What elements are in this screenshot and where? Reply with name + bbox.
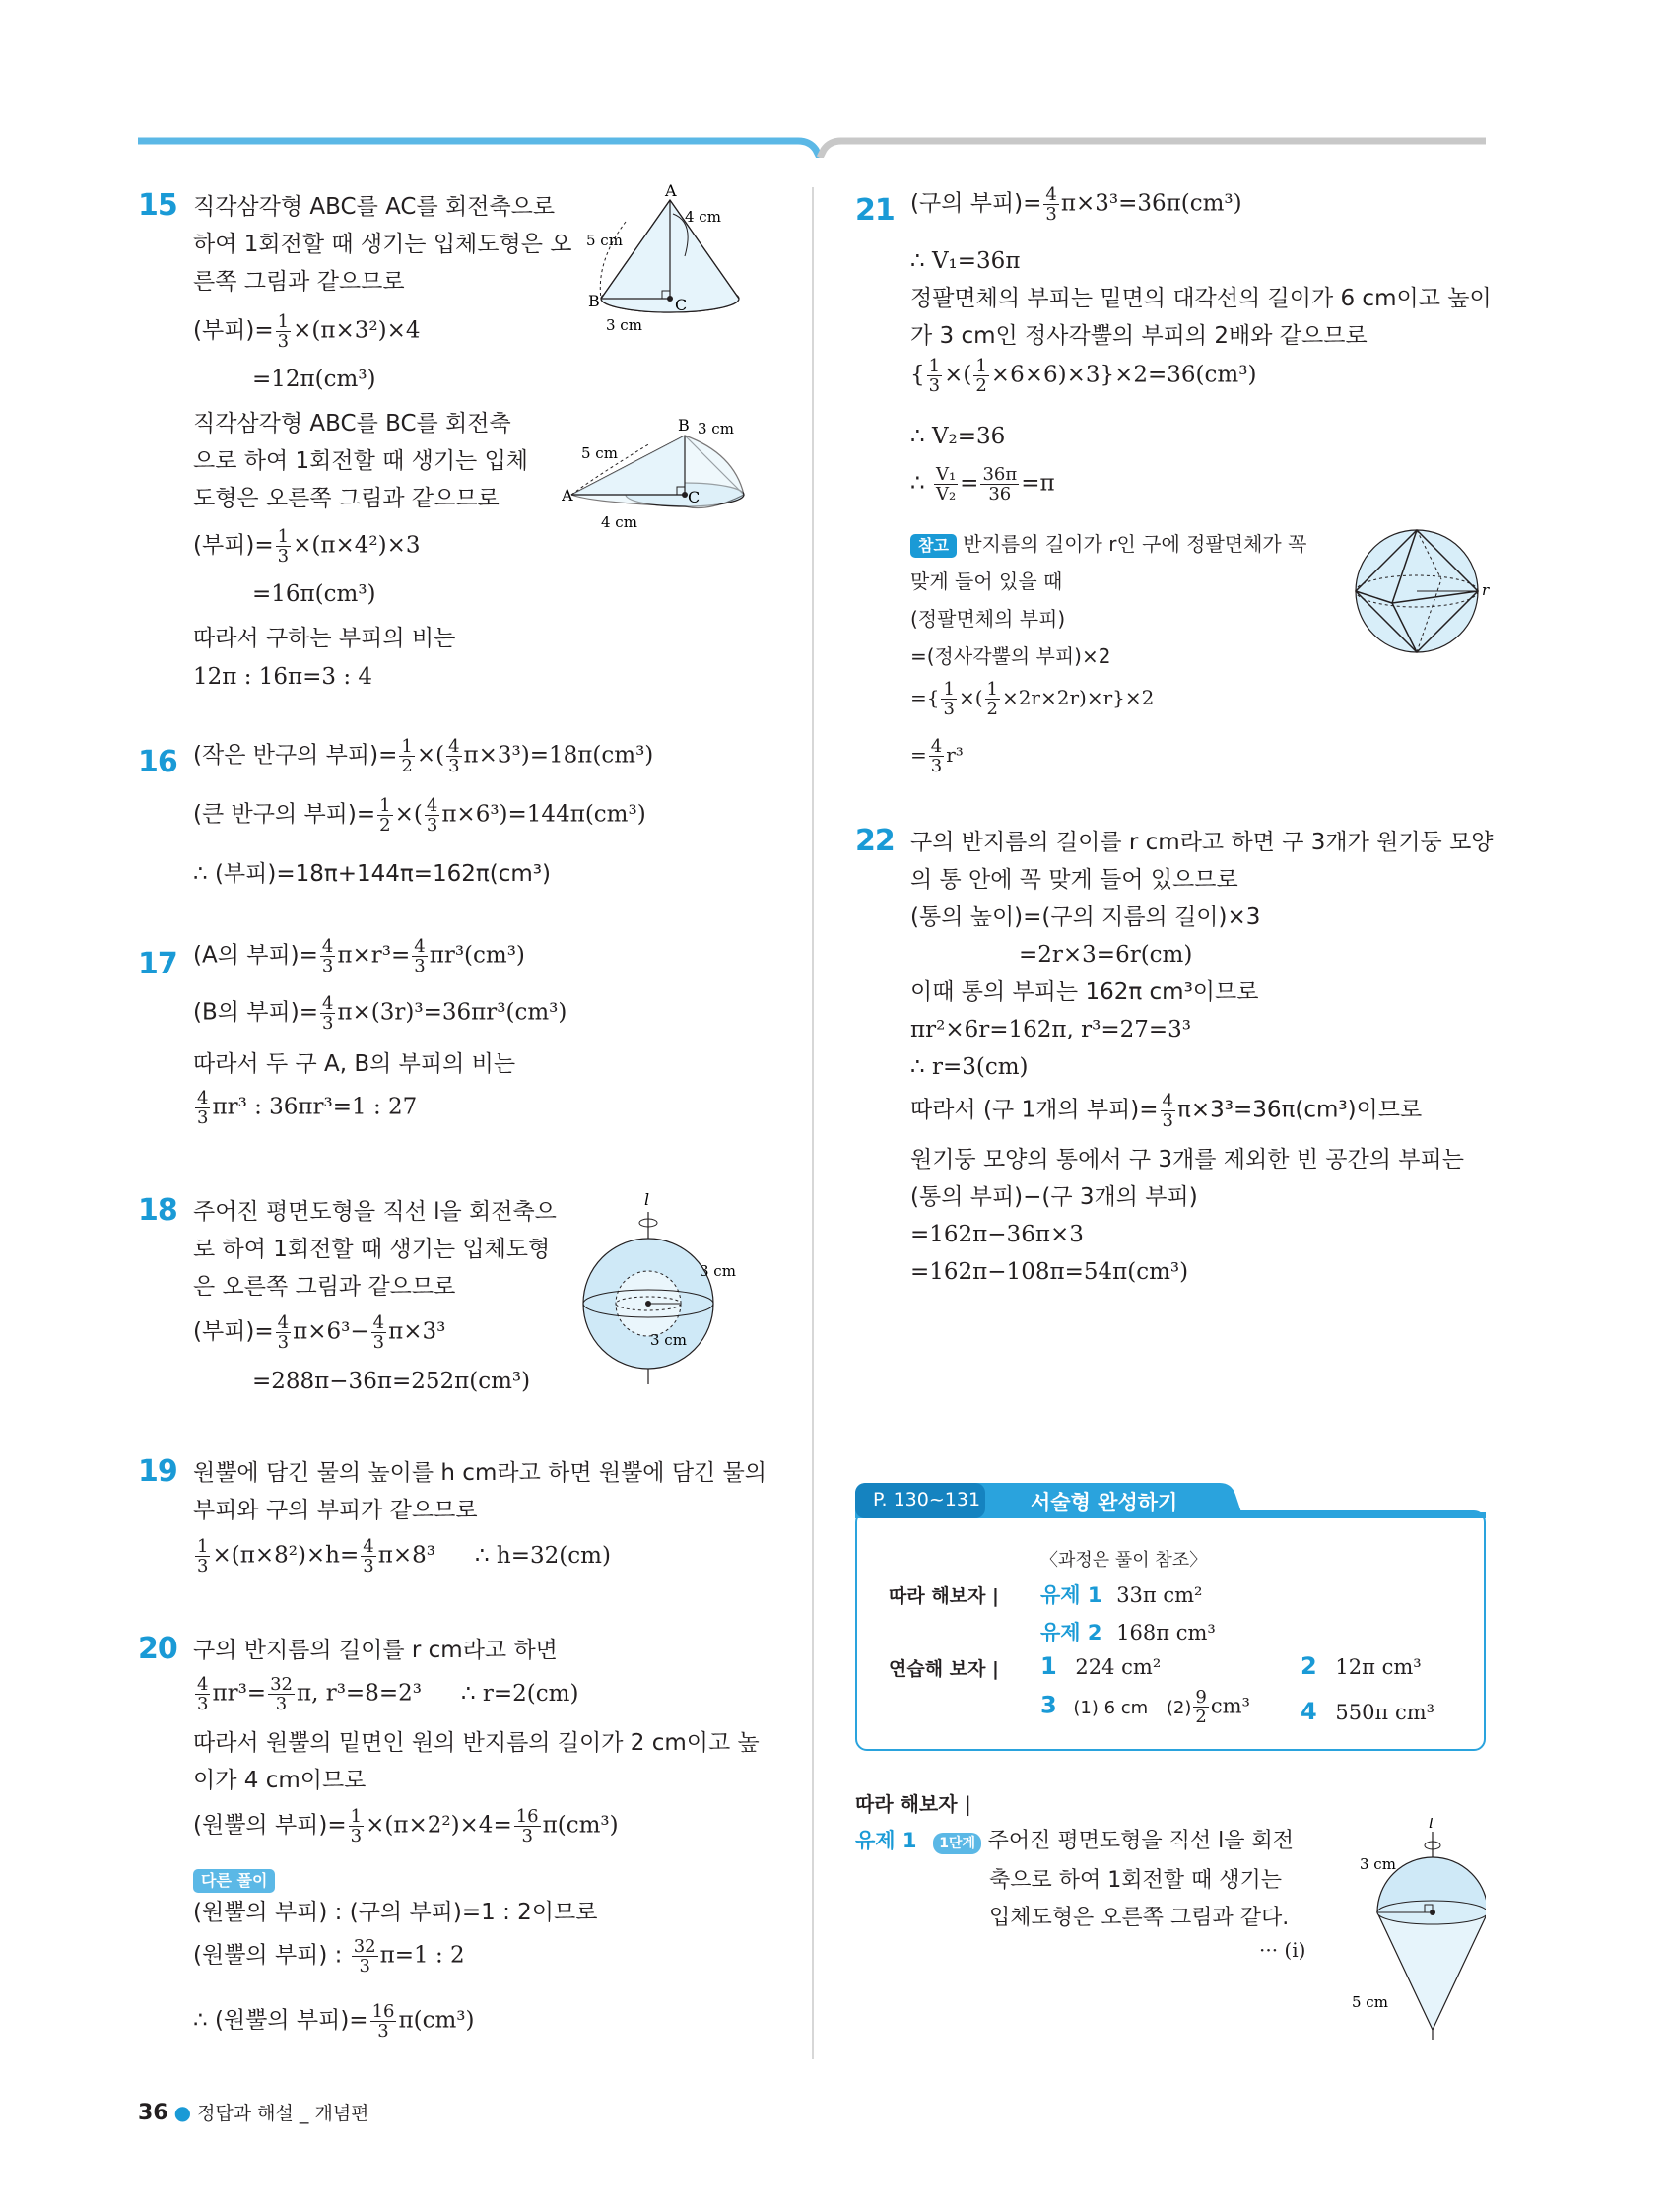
formula-line: ∴ V₂=36 <box>910 424 1006 449</box>
text-line: 정팔면체의 부피는 밑면의 대각선의 길이가 6 cm이고 높이 <box>910 286 1492 311</box>
text-line: 따라서 구하는 부피의 비는 <box>193 626 456 651</box>
svg-text:5 cm: 5 cm <box>581 444 618 462</box>
problem-number: 19 <box>138 1454 177 1489</box>
text-line: 직각삼각형 ABC를 AC를 회전축으로 <box>193 194 556 220</box>
formula-line: ∴ $\frac{\text{V₁}}{\text{V₂}}$ = $\frac{36\pi}{36}$ =π <box>910 464 1055 504</box>
text-line: 부피와 구의 부피가 같으므로 <box>193 1498 478 1523</box>
column-divider <box>812 187 814 2059</box>
formula-line: ∴ (원뿔의 부피)= $\frac{16}{3}$ π(cm³) <box>193 2001 475 2042</box>
svg-text:B: B <box>588 292 600 310</box>
svg-text:l: l <box>644 1190 650 1209</box>
formula-line: =288π−36π=252π(cm³) <box>252 1369 531 1394</box>
summary-reference: 〈과정은 풀이 참조〉 <box>1040 1550 1208 1571</box>
formula-line: 따라서 (구 1개의 부피)= $\frac{4}{3}$ π×3³=36π(cm³)이므로 <box>910 1091 1423 1131</box>
practice-answer-4: 4 550π cm³ <box>1301 1698 1435 1725</box>
svg-text:C: C <box>688 488 701 506</box>
formula-line: $\frac{1}{3}$ ×(π×8²)×h= $\frac{4}{3}$ π×8³ ∴ h=32(cm) <box>197 1536 611 1576</box>
svg-text:A: A <box>562 486 573 504</box>
cone-hemisphere-figure <box>1348 1818 1486 2044</box>
text-line: 로 하여 1회전할 때 생기는 입체도형 <box>193 1237 551 1262</box>
text-line: 하여 1회전할 때 생기는 입체도형은 오 <box>193 232 572 257</box>
text-line: 구의 반지름의 길이를 r cm라고 하면 구 3개가 원기둥 모양 <box>910 830 1494 855</box>
fraction: $\frac{1}{3}$ <box>277 311 290 352</box>
formula-line: (원뿔의 부피) : $\frac{32}{3}$ π=1 : 2 <box>193 1936 465 1977</box>
formula-line: πr²×6r=162π, r³=27=3³ <box>910 1017 1192 1042</box>
formula-line: ∴ (부피)=18π+144π=162π(cm³) <box>193 861 551 887</box>
follow-line-1: 유제 1 1단계 주어진 평면도형을 직선 l을 회전 <box>855 1829 1295 1853</box>
formula-line: (큰 반구의 부피)= $\frac{1}{2}$ ×( $\frac{4}{3}$ π×6³)=144π(cm³) <box>193 795 646 836</box>
formula-line: =162π−108π=54π(cm³) <box>910 1259 1189 1285</box>
text-line: 으로 하여 1회전할 때 생기는 입체 <box>193 448 529 474</box>
formula-line: =162π−36π×3 <box>910 1222 1084 1247</box>
follow-label: 따라 해보자 | <box>889 1585 999 1607</box>
svg-text:4 cm: 4 cm <box>685 208 721 226</box>
note-line: (정팔면체의 부피) <box>910 607 1066 631</box>
formula-line: =16π(cm³) <box>252 581 376 607</box>
example-1-answer: 유제 1 33π cm² <box>1040 1583 1203 1607</box>
follow-line-2: 축으로 하여 1회전할 때 생기는 <box>989 1868 1282 1893</box>
svg-text:4 cm: 4 cm <box>601 513 637 531</box>
follow-section <box>855 1788 1486 2044</box>
text-line: 원뿔에 담긴 물의 높이를 h cm라고 하면 원뿔에 담긴 물의 <box>193 1460 767 1486</box>
formula-line: (A의 부피)= $\frac{4}{3}$ π×r³= $\frac{4}{3}$ πr³(cm³) <box>193 936 525 976</box>
text-line: 구의 반지름의 길이를 r cm라고 하면 <box>193 1638 558 1663</box>
formula-line: (B의 부피)= $\frac{4}{3}$ π×(3r)³=36πr³(cm³) <box>193 993 567 1034</box>
text-line: (통의 높이)=(구의 지름의 길이)×3 <box>910 905 1261 930</box>
formula-line: $\frac{4}{3}$ πr³ : 36πr³=1 : 27 <box>197 1088 418 1128</box>
svg-text:C: C <box>675 296 688 314</box>
note-line: 맞게 들어 있을 때 <box>910 570 1063 593</box>
text-line: (통의 부피)−(구 3개의 부피) <box>910 1184 1198 1210</box>
fraction: $\frac{1}{3}$ <box>277 526 290 567</box>
alt-solution-badge: 다른 풀이 <box>193 1869 275 1893</box>
note-line: =(정사각뿔의 부피)×2 <box>910 644 1111 668</box>
svg-text:A: A <box>665 182 677 200</box>
svg-text:3 cm: 3 cm <box>700 1262 736 1280</box>
text-line: 른쪽 그림과 같으므로 <box>193 269 405 295</box>
text-line: 이가 4 cm이므로 <box>193 1768 367 1793</box>
problem-number: 16 <box>138 745 177 779</box>
follow-line-3: 입체도형은 오른쪽 그림과 같다. <box>989 1906 1290 1930</box>
svg-text:3 cm: 3 cm <box>698 420 734 437</box>
follow-heading: 따라 해보자 | <box>855 1792 971 1816</box>
text-line: 가 3 cm인 정사각뿔의 부피의 2배와 같으므로 <box>910 323 1368 349</box>
svg-text:B: B <box>678 416 690 435</box>
note-line: ={ $\frac{1}{3}$ ×( $\frac{1}{2}$ ×2r×2r)×r}×2 <box>910 679 1155 719</box>
example-2-answer: 유제 2 168π cm³ <box>1040 1621 1216 1644</box>
formula-line: { $\frac{1}{3}$ ×( $\frac{1}{2}$ ×6×6)×3}×2=36(cm³) <box>910 356 1257 396</box>
note-badge: 참고 <box>910 534 957 558</box>
formula-line: (부피)= $\frac{1}{3}$ ×(π×3²)×4 <box>193 311 421 352</box>
formula-line: (원뿔의 부피)= $\frac{1}{3}$ ×(π×2²)×4= $\frac{16}{3}$ π(cm³) <box>193 1806 619 1846</box>
formula-line: (구의 부피)= $\frac{4}{3}$ π×3³=36π(cm³) <box>910 184 1242 225</box>
summary-title: 서술형 완성하기 <box>1031 1491 1178 1514</box>
problem-number: 15 <box>138 188 177 223</box>
text-line: 도형은 오른쪽 그림과 같으므로 <box>193 486 500 511</box>
problem-number: 20 <box>138 1632 177 1666</box>
text-line: 주어진 평면도형을 직선 l을 회전축으 <box>193 1199 557 1225</box>
cone-figure-1 <box>586 182 744 330</box>
step-badge: 1단계 <box>933 1833 981 1854</box>
practice-answer-2: 2 12π cm³ <box>1301 1652 1422 1680</box>
page-number: 36 <box>138 2101 168 2125</box>
text-line: (원뿔의 부피) : (구의 부피)=1 : 2이므로 <box>193 1900 598 1925</box>
problem-number: 18 <box>138 1193 177 1228</box>
text-line: 원기둥 모양의 통에서 구 3개를 제외한 빈 공간의 부피는 <box>910 1147 1464 1173</box>
svg-text:5 cm: 5 cm <box>586 232 623 249</box>
svg-text:5 cm: 5 cm <box>1352 1993 1388 2011</box>
text-line: 직각삼각형 ABC를 BC를 회전축 <box>193 411 511 436</box>
page-footer: 36 ● 정답과 해설 _ 개념편 <box>138 2101 369 2125</box>
formula-line: $\frac{4}{3}$ πr³= $\frac{32}{3}$ π, r³=8=2³ ∴ r=2(cm) <box>197 1674 579 1714</box>
svg-text:3 cm: 3 cm <box>650 1331 687 1349</box>
footer-label: 정답과 해설 _ 개념편 <box>197 2103 369 2124</box>
note-line: 참고 반지름의 길이가 r인 구에 정팔면체가 꼭 <box>910 529 1306 559</box>
answer-summary-box <box>855 1483 1486 1749</box>
formula-line: (부피)= $\frac{4}{3}$ π×6³− $\frac{4}{3}$ π×3³ <box>193 1312 446 1353</box>
problem-number: 22 <box>855 824 895 858</box>
text-line: 12π : 16π=3 : 4 <box>193 664 373 690</box>
practice-label: 연습해 보자 | <box>889 1658 999 1680</box>
text-line: 따라서 두 구 A, B의 부피의 비는 <box>193 1051 516 1077</box>
alt-solution-row <box>193 1864 275 1894</box>
practice-answer-1: 1 224 cm² <box>1040 1652 1162 1680</box>
summary-pages: P. 130~131 <box>873 1489 981 1510</box>
svg-text:3 cm: 3 cm <box>1360 1855 1396 1873</box>
svg-text:3 cm: 3 cm <box>606 316 642 330</box>
formula-line: ∴ V₁=36π <box>910 248 1021 274</box>
formula-line: ∴ r=3(cm) <box>910 1054 1029 1080</box>
formula-line: (부피)= $\frac{1}{3}$ ×(π×4²)×3 <box>193 526 421 567</box>
text-line: 은 오른쪽 그림과 같으므로 <box>193 1274 456 1300</box>
header-bar <box>0 0 1668 158</box>
problem-number: 17 <box>138 947 177 981</box>
svg-text:l: l <box>1429 1818 1434 1832</box>
practice-answer-3: 3 (1) 6 cm (2) $\frac{9}{2}$ cm³ <box>1040 1687 1250 1727</box>
text-line: 따라서 원뿔의 밑면인 원의 반지름의 길이가 2 cm이고 높 <box>193 1730 760 1756</box>
octahedron-sphere-figure <box>1348 522 1496 660</box>
follow-line-4: ··· (i) <box>1259 1938 1306 1962</box>
sphere-figure <box>581 1187 749 1384</box>
cone-figure-2 <box>562 414 759 552</box>
formula-line: =2r×3=6r(cm) <box>1019 942 1193 968</box>
problem-number: 21 <box>855 193 895 228</box>
formula-line: (작은 반구의 부피)= $\frac{1}{2}$ ×( $\frac{4}{3}$ π×3³)=18π(cm³) <box>193 736 654 776</box>
text-line: 이때 통의 부피는 162π cm³이므로 <box>910 979 1259 1005</box>
svg-text:r: r <box>1482 581 1490 599</box>
text-line: 의 통 안에 꼭 맞게 들어 있으므로 <box>910 867 1238 893</box>
formula-line: =12π(cm³) <box>252 367 376 392</box>
note-line: = $\frac{4}{3}$ r³ <box>910 736 964 776</box>
